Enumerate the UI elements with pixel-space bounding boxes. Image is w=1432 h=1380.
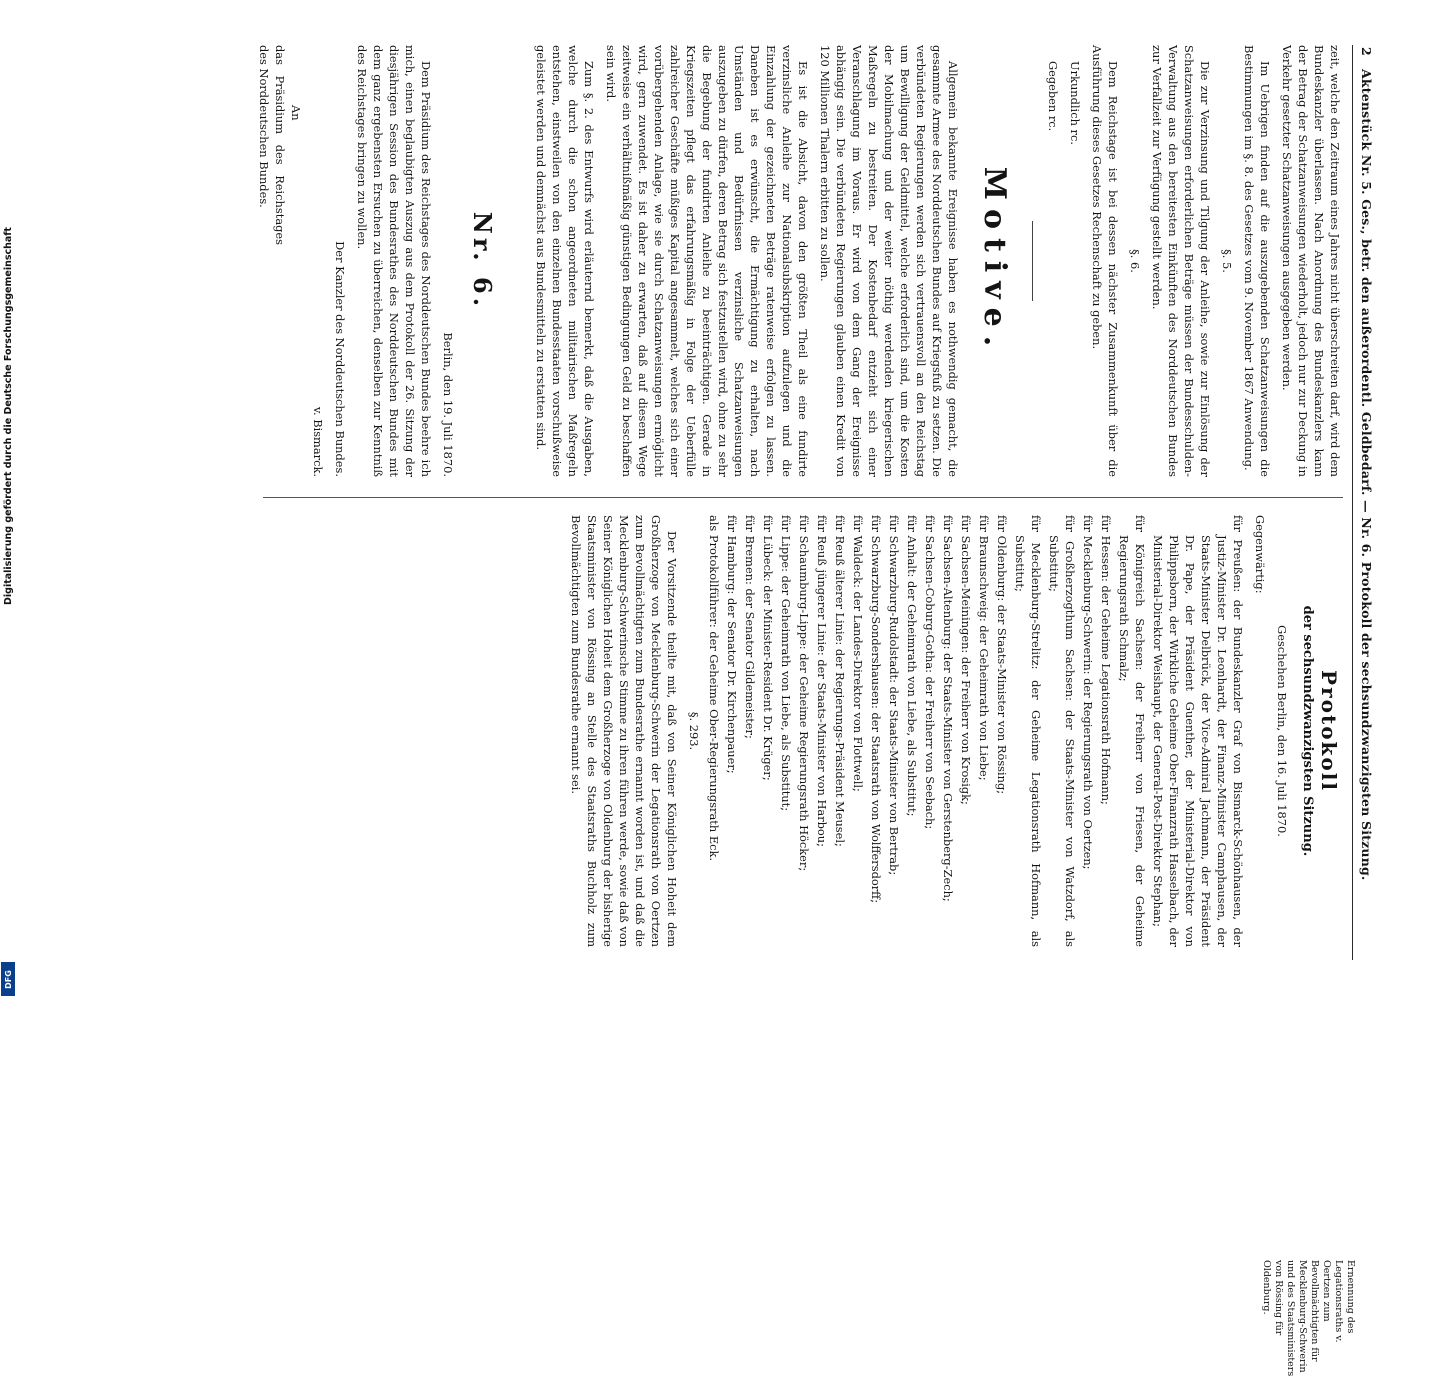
attendee-entry: für Lübeck: der Minister-Resident Dr. Krüger; (761, 515, 775, 781)
paragraph: Urkundlich rc. (1068, 61, 1082, 145)
dfg-logo-text: DFG (3, 969, 13, 989)
attendee-entry: für Reuß jüngerer Linie: der Staats-Minister von Harbou; (815, 515, 829, 847)
document-number-heading: Nr. 6. (468, 211, 497, 311)
attendee-entry: für Anhalt: der Geheimrath von Liebe, als Substitut; (905, 515, 919, 817)
present-label: Gegenwärtig: (1253, 515, 1267, 594)
paragraph: Gegeben rc. (1046, 61, 1060, 132)
attendee-entry: für Sachsen-Meiningen: der Freiherr von Krosigk; (959, 515, 973, 805)
attendee-entry: für Waldeck: der Landes-Direktor von Flottwell; (851, 515, 865, 792)
letter-date: Berlin, den 19. Juli 1870. (441, 332, 455, 477)
protocol-subtitle: der sechsundzwanzigsten Sitzung. (1300, 605, 1315, 857)
attendee-entry: für Königreich Sachsen: der Freiherr von Friesen, der Geheime Regierungsrath Schmalz; (1117, 515, 1147, 947)
attendee-entry: für Hamburg: der Senator Dr. Kirchenpauer; (725, 515, 739, 774)
paragraph: Im Uebrigen finden auf die auszugebenden Schatzanweisungen die Bestimmungen im §. 8. des Gesetzes vom 9. November 1867 Anwendung. (1242, 45, 1272, 477)
attendee-entry: für Lippe: der Geheimrath von Liebe, als Substitut; (779, 515, 793, 812)
attendee-entry: für Braunschweig: der Geheimrath von Liebe; (977, 515, 991, 781)
signer-name: v. Bismarck. (311, 406, 325, 477)
header-title: Aktenstück Nr. 5. Ges., betr. den außerordentl. Geldbedarf. — Nr. 6. Protokoll der sechsundzwanzigsten Sitzung. (1359, 69, 1374, 881)
attendee-entry: für Schwarzburg-Sondershausen: der Staatsrath von Wolffersdorff; (869, 515, 883, 904)
protocol-title: Protokoll (1317, 670, 1341, 792)
attendee-entry: für Bremen: der Senator Gildemeister; (743, 515, 757, 739)
paragraph: Der Vorsitzende theilte mit, daß von Seiner Königlichen Hoheit dem Großherzoge von Mecklenburg-Schwerin der Legationsrath von Oertzen zum Bevollmächtigten zum Bundesrathe ernannt worden ist, und daß die Mecklenburg-Schwerinsche Stimme zu ihren führen werde, sowie daß von Seiner Königlichen Hoheit dem Großherzoge von Oldenburg der bisherige Staatsminister von Rössing an Stelle des Staatsraths Buchholz zum Bevollmächtigten zum Bundesrathe ernannt sei. (569, 515, 679, 947)
attendee-entry: für Großherzogthum Sachsen: der Staats-Minister von Watzdorf, als Substitut; (1047, 515, 1077, 947)
attendee-entry: für Schwarzburg-Rudolstadt: der Staats-Minister von Bertrab; (887, 515, 901, 876)
attendee-entry: als Protokollführer: der Geheime Ober-Regierungsrath Eck. (707, 515, 721, 862)
attendee-entry: für Mecklenburg-Strelitz: der Geheime Legationsrath Hofmann, als Substitut; (1013, 515, 1043, 947)
protocol-place-date: Geschehen Berlin, den 16. Juli 1870. (1275, 625, 1289, 837)
section-heading: §. 6. (1128, 249, 1142, 273)
signer-title: Der Kanzler des Norddeutschen Bundes. (333, 241, 347, 477)
attendee-entry: für Reuß älterer Linie: der Regierungs-Präsident Meusel; (833, 515, 847, 847)
column-divider (263, 497, 1343, 498)
paragraph: Die zur Verzinsung und Tilgung der Anleihe, sowie zur Einlösung der Schatzanweisungen erforderlichen Beträge müssen der Bundesschulden-Verwaltung aus den bereitesten Einkünften des Norddeutschen Bundes zur Verfallzeit zur Verfügung gestellt werden. (1150, 45, 1212, 477)
right-column (43, 515, 1343, 947)
addressee-line: An (289, 105, 303, 121)
left-column (43, 45, 1343, 477)
motive-heading: Motive. (977, 166, 1012, 356)
attendee-entry: für Hessen: der Geheime Legationsrath Hofmann; (1099, 515, 1113, 805)
letter-body: Dem Präsidium des Reichstages des Norddeutschen Bundes beehre ich mich, einen beglaubigten Auszug aus dem Protokoll der 26. Sitzung der diesjährigen Session des Bundesrathes des Norddeutschen Bundes mit dem ganz ergebensten Ersuchen zu überreichen, denselben zur Kenntniß des Reichstages bringen zu wollen. (355, 45, 433, 477)
attendee-entry: für Mecklenburg-Schwerin: der Regierungsrath von Oertzen; (1081, 515, 1095, 870)
digitization-credit: Digitalisierung gefördert durch die Deutsche Forschungsgemeinschaft (3, 227, 14, 605)
attendee-entry: für Oldenburg: der Staats-Minister von Rössing; (995, 515, 1009, 795)
attendee-entry: für Preußen: der Bundeskanzler Graf von Bismarck-Schönhausen, der Justiz-Minister Dr. Leonhardt, der Finanz-Minister Camphausen, der Staats-Minister Delbrück, der Vice-Admiral Jachmann, der Präsident Dr. Pape, der Präsident Guenther, der Ministerial-Direktor von Philippsborn, der Wirkliche Geheime Ober-Finanzrath Hasselbach, der Ministerial-Direktor Weishaupt, der General-Post-Direktor Stephan; (1151, 515, 1245, 947)
paragraph: Allgemein bekannte Ereignisse haben es nothwendig gemacht, die gesammte Armee des Norddeutschen Bundes auf Kriegsfuß zu setzen. Die verbündeten Regierungen werden sich vertrauensvoll an den Reichstag um Bewilligung der Geldmittel, welche erforderlich sind, um die Kosten der Mobilmachung und der weiter nöthig werdenden kriegerischen Maßregeln zu bestreiten. Der Kostenbedarf entzieht sich einer Veranschlagung im Voraus. Er wird von dem Gang der Ereignisse abhängig sein. Die verbündeten Regierungen glauben einen Kredit von 120 Millionen Thalern erbitten zu sollen. (818, 45, 960, 477)
addressee: das Präsidium des Reichstages des Norddeutschen Bundes. (257, 45, 287, 245)
paragraph: Dem Reichstage ist bei dessen nächster Zusammenkunft über die Ausführung dieses Gesetzes Rechenschaft zu geben. (1090, 45, 1120, 477)
document-page (32, 45, 1377, 960)
margin-note: Ernennung des Legationsraths v. Oertzen zum Bevollmächtigten für Mecklenburg-Schwerin und des Staatsministers von Rössing für Oldenburg. (1261, 1260, 1356, 1377)
paragraph: zeit, welche den Zeitraum eines Jahres nicht überschreiten darf, wird dem Bundeskanzler überlassen. Nach Anordnung des Bundeskanzlers kann der Betrag der Schatzanweisungen wiederholt, jedoch nur zur Deckung in Verkehr gesetzter Schatzanweisungen ausgegeben werden. (1280, 45, 1342, 477)
section-heading: §. 5. (1220, 249, 1234, 273)
section-heading: §. 293. (687, 711, 701, 751)
running-header (1352, 45, 1377, 960)
paragraph: Es ist die Absicht, davon den größten Theil als eine fundirte verzinsliche Anleihe zur Nationalsubskription aufzulegen und die Einzahlung der gezeichneten Beträge ratenweise erfolgen zu lassen. Daneben ist es erwünscht, die Ermächtigung zu erhalten, nach Umständen und Bedürfnissen verzinsliche Schatzanweisungen auszugeben zu dürfen, deren Betrag sich festzustellen wird, ohne zu sehr die Begebung der fundirten Anleihe zu beeinträchtigen. Gerade in Kriegszeiten pflegt das erfahrungsmäßig in Folge der Ueberfülle zahlreicher Geschäfte müßiges Kapital angesammelt, welches sich einer vorübergehenden Anlage, wie sie durch Schatzanweisungen ermöglicht wird, gern zuwendet. Es ist daher zu erwarten, daß auf diesem Wege zeitweise ein verhältnißmäßig günstigen Bedingungen Geld zu beschaffen sein wird. (604, 45, 810, 477)
attendee-entry: für Schaumburg-Lippe: der Geheime Regierungsrath Höcker; (797, 515, 811, 872)
separator-rule (1032, 221, 1033, 301)
attendee-entry: für Sachsen-Coburg-Gotha: der Freiherr von Seebach; (923, 515, 937, 830)
page-number: 2 (1359, 47, 1374, 56)
paragraph: Zum §. 2. des Entwurfs wird erläuternd bemerkt, daß die Ausgaben, welche durch die schon angeordneten militairischen Maßregeln entstehen, einstweilen von den einzelnen Bundesstaaten vorschußweise geleistet werden und demnächst aus Bundesmitteln zu erstatten sind. (534, 45, 596, 477)
attendee-entry: für Sachsen-Altenburg: der Staats-Minister von Gerstenberg-Zech; (941, 515, 955, 902)
